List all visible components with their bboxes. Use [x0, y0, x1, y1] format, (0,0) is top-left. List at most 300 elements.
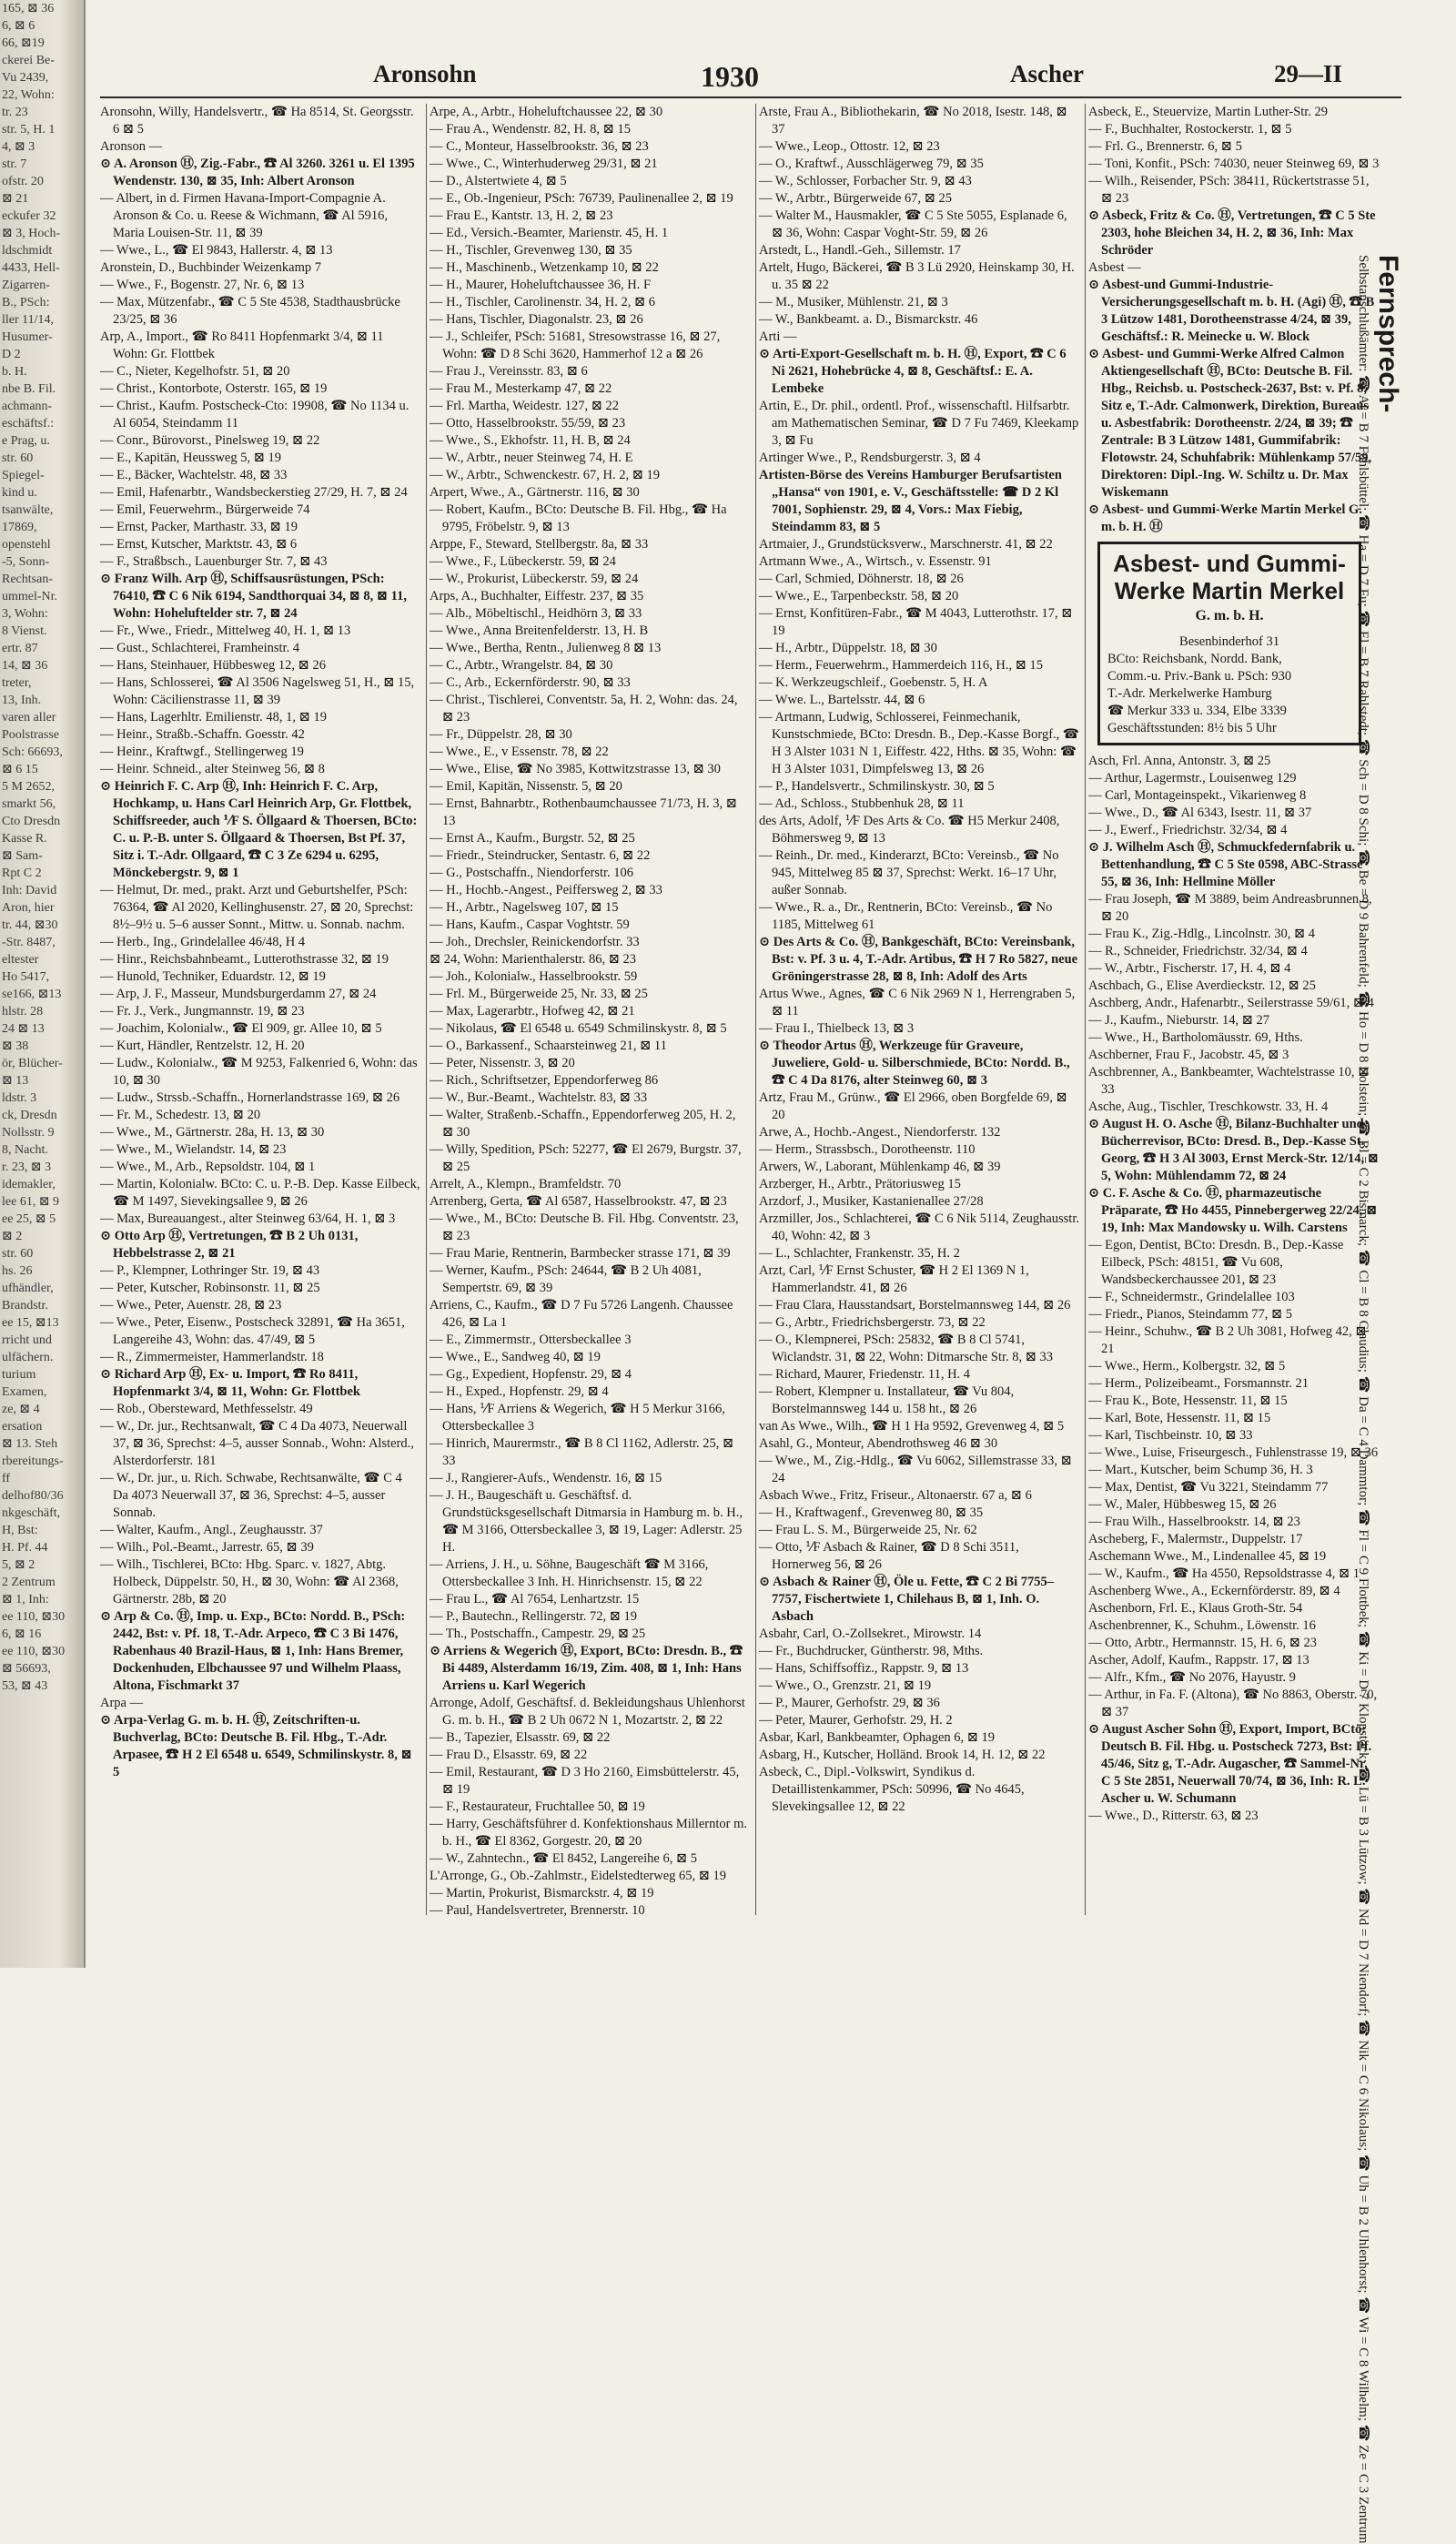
previous-page-fragment: eschäftsf.:	[2, 417, 55, 431]
ad-hours: Geschäftsstunden: 8½ bis 5 Uhr	[1107, 721, 1277, 735]
directory-entry: — O., Kraftwf., Ausschlägerweg 79, ⊠ 35	[759, 157, 984, 171]
directory-entry: — Peter, Kutscher, Robinsonstr. 11, ⊠ 25	[100, 1281, 320, 1295]
previous-page-fragment: e Prag, u.	[2, 434, 50, 448]
directory-entry: Artin, E., Dr. phil., ordentl. Prof., wissenschaftl. Hilfsarbtr. am Mathematischen Seminar, ☎ D 7 Fu 7469, Kleekamp 3, ⊠ Fu	[759, 399, 1079, 448]
previous-page-fragment: 8, Nacht.	[2, 1143, 48, 1157]
directory-entry: — Christ., Kontorbote, Osterstr. 165, ⊠ 19	[100, 381, 328, 396]
directory-entry: — Th., Postschaffn., Campestr. 29, ⊠ 25	[430, 1627, 646, 1641]
ad-bank-line-2: Comm.-u. Priv.-Bank u. PSch: 930	[1107, 669, 1292, 684]
directory-entry: — Fr., Wwe., Friedr., Mittelweg 40, H. 1, ⊠ 13	[100, 623, 351, 638]
directory-entry: — B., Tapezier, Elsasstr. 69, ⊠ 22	[430, 1730, 611, 1745]
directory-entry: Arrelt, A., Klempn., Bramfeldstr. 70	[430, 1177, 622, 1191]
directory-entry: — H., Maurer, Hoheluftchaussee 36, H. F	[430, 278, 652, 292]
directory-entry: — J., Schleifer, PSch: 51681, Stresowstrasse 16, ⊠ 27, Wohn: ☎ D 8 Schi 3620, Hammerhof 12 a ⊠ 26	[430, 329, 721, 361]
previous-page-fragment: ck, Dresdn	[2, 1109, 57, 1122]
previous-page-fragment: str. 60	[2, 451, 34, 465]
directory-entry: — O., Barkassenf., Schaarsteinweg 21, ⊠ 11	[430, 1039, 667, 1053]
previous-page-fragment: ofstr. 20	[2, 175, 44, 188]
directory-entry: — Wwe., D., ☎ Al 6343, Isestr. 11, ⊠ 37	[1088, 806, 1312, 820]
previous-page-fragment: ersation	[2, 1420, 43, 1434]
directory-entry: Arpe, A., Arbtr., Hoheluftchaussee 22, ⊠ 30	[430, 105, 663, 119]
previous-page-fragment: turium	[2, 1368, 36, 1382]
previous-page-fragment: ee 25, ⊠ 5	[2, 1212, 56, 1226]
previous-page-fragment: Vu 2439,	[2, 71, 49, 85]
previous-page-fragment: Cto Dresdn	[2, 815, 61, 828]
firm-listing: ⊙ Asbest-und Gummi-Industrie-Versicherungsgesellschaft m. b. H. (Agi) Ⓗ, ☎ B 3 Lützow 1481, Dorotheenstrasse 4/24, ⊠ 39, Geschäftsf.: R. Meinecke u. W. Block	[1088, 278, 1375, 344]
directory-entry: — W., Arbtr., neuer Steinweg 74, H. E	[430, 451, 633, 465]
directory-entry: des Arts, Adolf, ⅟F Des Arts & Co. ☎ H5 Merkur 2408, Böhmersweg 9, ⊠ 13	[759, 814, 1060, 846]
directory-entry: — Hinrich, Maurermstr., ☎ B 8 Cl 1162, Adlerstr. 25, ⊠ 33	[430, 1436, 734, 1468]
directory-entry: — Wwe., F., Bogenstr. 27, Nr. 6, ⊠ 13	[100, 278, 305, 292]
previous-page-fragment: str. 5, H. 1	[2, 123, 56, 137]
directory-entry: — Wwe., E., Tarpenbeckstr. 58, ⊠ 20	[759, 589, 959, 603]
directory-entry: — Kurt, Händler, Rentzelstr. 12, H. 20	[100, 1039, 305, 1053]
previous-page-fragment: Ho 5417,	[2, 970, 50, 984]
previous-page-fragment: ⊠ Sam-	[2, 849, 43, 863]
previous-page-fragment: delhof80/36	[2, 1489, 64, 1503]
directory-entry: — P., Klempner, Lothringer Str. 19, ⊠ 43	[100, 1263, 320, 1278]
directory-entry: — Walter M., Hausmakler, ☎ C 5 Ste 5055, Esplanade 6, ⊠ 36, Wohn: Caspar Voght-Str. 59, ⊠ 26	[759, 208, 1067, 240]
directory-entry: — Frau Wilh., Hasselbrookstr. 14, ⊠ 23	[1088, 1515, 1300, 1529]
directory-entry: Asbahr, Carl, O.-Zollsekret., Mirowstr. 14	[759, 1627, 982, 1641]
directory-entry: Ascheberg, F., Malermstr., Duppelstr. 17	[1088, 1532, 1303, 1546]
previous-page-fragment: ldstr. 3	[2, 1091, 37, 1105]
previous-page-fragment: 14, ⊠ 36	[2, 659, 48, 673]
directory-entry: Asbach Wwe., Fritz, Friseur., Altonaerstr. 67 a, ⊠ 6	[759, 1488, 1032, 1503]
previous-page-fragment: ee 15, ⊠13	[2, 1316, 59, 1330]
directory-entry: — Toni, Konfit., PSch: 74030, neuer Steinweg 69, ⊠ 3	[1088, 157, 1380, 171]
directory-entry: Asahl, G., Monteur, Abendrothsweg 46 ⊠ 30	[759, 1436, 998, 1451]
previous-page-fragment: tsanwälte,	[2, 503, 54, 517]
previous-page-fragment: 4433, Hell-	[2, 261, 60, 275]
previous-page-fragment: 22, Wohn:	[2, 88, 55, 102]
firm-listing: ⊙ Theodor Artus Ⓗ, Werkzeuge für Graveure, Juweliere, Gold- u. Silberschmiede, BCto: Nordd. B., ☎ C 4 Da 8176, alter Steinweg 60, ⊠ 3	[759, 1039, 1070, 1088]
directory-entry: — Heinr., Schuhw., ☎ B 2 Uh 3081, Hofweg 42, ⊠ 21	[1088, 1324, 1367, 1356]
directory-entry: — Peter, Maurer, Gerhofstr. 29, H. 2	[759, 1713, 953, 1728]
firm-listing: ⊙ Otto Arp Ⓗ, Vertretungen, ☎ B 2 Uh 0131, Hebbelstrasse 2, ⊠ 21	[100, 1229, 359, 1261]
directory-entry: — E., Kapitän, Heussweg 5, ⊠ 19	[100, 451, 282, 465]
previous-page-fragment: ⊠ 56693,	[2, 1662, 51, 1676]
previous-page-fragment: Nollsstr. 9	[2, 1126, 55, 1140]
directory-entry: — Christ., Tischlerei, Conventstr. 5a, H. 2, Wohn: das. 24, ⊠ 23	[430, 693, 738, 725]
directory-entry: — G., Arbtr., Friedrichsbergerstr. 73, ⊠ 22	[759, 1315, 986, 1330]
directory-entry: — Max, Lagerarbtr., Hofweg 42, ⊠ 21	[430, 1004, 635, 1019]
previous-page-fragment: ertr. 87	[2, 642, 38, 655]
directory-entry: Ascher, Adolf, Kaufm., Rappstr. 17, ⊠ 13	[1088, 1653, 1309, 1667]
directory-entry: — Wwe., Luise, Friseurgesch., Fuhlenstrasse 19, ⊠ 36	[1088, 1445, 1379, 1460]
directory-entry: — H., Arbtr., Düppelstr. 18, ⊠ 30	[759, 641, 937, 655]
directory-entry: — Wwe., O., Grenzstr. 21, ⊠ 19	[759, 1678, 932, 1693]
directory-entry: — Helmut, Dr. med., prakt. Arzt und Geburtshelfer, PSch: 76364, ☎ Al 2020, Kellinghusenstr. 27, ⊠ 20, Sprechst: 8½–9½ u. 5–6 ausser Sonnt., Mittw. u. Sonnab. nachm.	[100, 883, 414, 932]
directory-entry: — H., Exped., Hopfenstr. 29, ⊠ 4	[430, 1384, 609, 1399]
firm-listing: ⊙ Arriens & Wegerich Ⓗ, Export, BCto: Dresdn. B., ☎ Bi 4489, Alsterdamm 16/19, Zim. 408, ⊠ 1, Inh: Hans Arriens u. Karl Wegerich	[430, 1644, 743, 1693]
directory-entry: — Martin, Prokurist, Bismarckstr. 4, ⊠ 19	[430, 1886, 654, 1900]
directory-entry: — Joh., Kolonialw., Hasselbrookstr. 59	[430, 969, 638, 984]
directory-entry: — Otto, Hasselbrookstr. 55/59, ⊠ 23	[430, 416, 626, 431]
previous-page-fragment: ⊠ 1, Inh:	[2, 1593, 49, 1606]
directory-entry: Aronsohn, Willy, Handelsvertr., ☎ Ha 8514, St. Georgsstr. 6 ⊠ 5	[100, 105, 414, 137]
directory-entry: — Artmann, Ludwig, Schlosserei, Feinmechanik, Kunstschmiede, BCto: Dresdn. B., Dep.-Kasse Borgf., ☎ H 3 Alster 1031 N 1, Eiffestr. 422, Hths. ⊠ 35, Wohn: ☎ H 3 Alster 1031, Dimpfelsweg 13, ⊠ 26	[759, 710, 1079, 776]
directory-entry: — Joh., Drechsler, Reinickendorfstr. 33	[430, 935, 640, 949]
directory-entry: — W., Arbtr., Schwenckestr. 67, H. 2, ⊠ 19	[430, 468, 660, 482]
previous-page-edge	[0, 0, 86, 1968]
previous-page-fragment: ⊠ 13	[2, 1074, 29, 1088]
firm-listing: ⊙ August H. O. Asche Ⓗ, Bilanz-Buchhalter und Bücherrevisor, BCto: Dresd. B., Dep.-Kasse St. Georg, ☎ H 3 Al 3003, Ernst Merck-Str. 12/14, ⊠ 5, Wohn: Mühlendamm 72, ⊠ 24	[1088, 1117, 1379, 1183]
previous-page-fragment: Rpt C 2	[2, 867, 42, 880]
directory-entry: — Frl. Martha, Weidestr. 127, ⊠ 22	[430, 399, 620, 413]
previous-page-fragment: 24 ⊠ 13	[2, 1022, 45, 1036]
directory-entry: — Emil, Hafenarbtr., Wandsbeckerstieg 27/29, H. 7, ⊠ 24	[100, 485, 408, 500]
firm-listing: ⊙ A. Aronson Ⓗ, Zig.-Fabr., ☎ Al 3260. 3261 u. El 1395 Wendenstr. 130, ⊠ 35, Inh: Albert Aronson	[100, 157, 415, 188]
directory-column-3	[759, 104, 1079, 1816]
directory-entry: Artmann Wwe., A., Wirtsch., v. Essenstr. 91	[759, 554, 992, 569]
previous-page-fragment: ee 110, ⊠30	[2, 1645, 66, 1658]
firm-listing: ⊙ Franz Wilh. Arp Ⓗ, Schiffsausrüstungen, PSch: 76410, ☎ C 6 Nik 6194, Sandthorquai 34, ⊠ 8, ⊠ 11, Wohn: Hoheluftelder str. 7, ⊠ 24	[100, 572, 407, 621]
ad-title-line-2: Werke Martin Merkel	[1114, 577, 1345, 604]
directory-entry: — Friedr., Pianos, Steindamm 77, ⊠ 5	[1088, 1307, 1293, 1322]
directory-entry: — Hunold, Techniker, Eduardstr. 12, ⊠ 19	[100, 969, 326, 984]
column-divider	[1085, 104, 1086, 1915]
firm-listing: ⊙ Asbest- und Gummi-Werke Martin Merkel G. m. b. H. Ⓗ	[1088, 502, 1362, 534]
side-margin-strip	[1330, 255, 1403, 2544]
directory-entry: — Carl, Montageinspekt., Vikarienweg 8	[1088, 788, 1307, 803]
previous-page-fragment: str. 7	[2, 157, 27, 171]
previous-page-fragment: H. Pf. 44	[2, 1541, 48, 1555]
directory-entry: — E., Ob.-Ingenieur, PSch: 76739, Paulinenallee 2, ⊠ 19	[430, 191, 733, 206]
firm-listing: ⊙ Asbach & Rainer Ⓗ, Öle u. Fette, ☎ C 2 Bi 7755–7757, Fischertwiete 1, Chilehaus B, ⊠ 1, Inh. O. Asbach	[759, 1575, 1055, 1624]
previous-page-fragment: 165, ⊠ 36	[2, 2, 55, 15]
directory-entry: — W., Bankbeamt. a. D., Bismarckstr. 46	[759, 312, 978, 327]
directory-entry: — Wwe., Peter, Eisenw., Postscheck 32891, ☎ Ha 3651, Langereihe 43, Wohn: das. 47/49, ⊠ 5	[100, 1315, 405, 1347]
directory-entry: L'Arronge, G., Ob.-Zahlmstr., Eidelstedterweg 65, ⊠ 19	[430, 1869, 727, 1883]
directory-entry: — Wilh., Pol.-Beamt., Jarrestr. 65, ⊠ 39	[100, 1540, 314, 1555]
directory-entry: — Frl. M., Bürgerweide 25, Nr. 33, ⊠ 25	[430, 987, 648, 1001]
directory-entry: — Paul, Handelsvertreter, Brennerstr. 10	[430, 1903, 645, 1918]
directory-entry: — Hans, Schlosserei, ☎ Al 3506 Nagelsweg 51, H., ⊠ 15, Wohn: Cäcilienstrasse 11, ⊠ 39	[100, 675, 415, 707]
directory-entry: — Heinr., Straßb.-Schaffn. Goesstr. 42	[100, 727, 305, 742]
directory-entry: — Ernst A., Kaufm., Burgstr. 52, ⊠ 25	[430, 831, 635, 846]
directory-column-1	[100, 104, 420, 1781]
directory-entry: — Ed., Versich.-Beamter, Marienstr. 45, H. 1	[430, 226, 669, 240]
directory-entry: — Fr., Düppelstr. 28, ⊠ 30	[430, 727, 572, 742]
directory-entry: Asbar, Karl, Bankbeamter, Ophagen 6, ⊠ 19	[759, 1730, 996, 1745]
directory-entry: — Frau Marie, Rentnerin, Barmbecker strasse 171, ⊠ 39	[430, 1246, 731, 1261]
firm-listing: ⊙ Heinrich F. C. Arp Ⓗ, Inh: Heinrich F. C. Arp, Hochkamp, u. Hans Carl Heinrich Arp, Gr. Flottbek, Schiffsreeder, auch ⅟F S. Öllgaard & Thoersen, BCto: C. u. P.-B. unter S. Öllgaard & Thoersen, Bst Pf. 37, Sitz i. T.-Adr. Ollgaard, ☎ C 3 Ze 6294 u. 6295, Mönckebergstr. 9, ⊠ 1	[100, 779, 418, 880]
directory-entry: — Wwe., E., v Essenstr. 78, ⊠ 22	[430, 745, 609, 759]
directory-entry: Aschbrenner, A., Bankbeamter, Wachtelstrasse 10, ⊠ 33	[1088, 1065, 1370, 1097]
directory-entry: van As Wwe., Wilh., ☎ H 1 Ha 9592, Grevenweg 4, ⊠ 5	[759, 1419, 1065, 1434]
directory-entry: — Robert, Kaufm., BCto: Deutsche B. Fil. Hbg., ☎ Ha 9795, Fröbelstr. 9, ⊠ 13	[430, 502, 727, 534]
previous-page-fragment: Brandstr.	[2, 1299, 48, 1313]
previous-page-fragment: rbereitungs-	[2, 1454, 64, 1468]
directory-entry: — Wwe., E., Sandweg 40, ⊠ 19	[430, 1350, 601, 1364]
directory-entry: — Frau L., ☎ Al 7654, Lenhartzstr. 15	[430, 1592, 640, 1606]
directory-entry: — W., Arbtr., Bürgerweide 67, ⊠ 25	[759, 191, 953, 206]
directory-entry: — Wilh., Reisender, PSch: 38411, Rückertstrasse 51, ⊠ 23	[1088, 174, 1370, 206]
previous-page-fragment: Spiegel-	[2, 469, 45, 482]
directory-entry: — W., Dr. jur., Rechtsanwalt, ☎ C 4 Da 4073, Neuerwall 37, ⊠ 36, Sprechst: 4–5, ausser Sonnab., Wohn: Alsterd., Alsterdorferstr. 181	[100, 1419, 414, 1468]
directory-entry: — Frau J., Vereinsstr. 83, ⊠ 6	[430, 364, 588, 379]
previous-page-fragment: Inh: David	[2, 884, 57, 897]
directory-entry: Aschberg, Andr., Hafenarbtr., Seilerstrasse 59/61, ⊠ 4	[1088, 996, 1374, 1010]
directory-entry: — Karl, Bote, Hessenstr. 11, ⊠ 15	[1088, 1411, 1271, 1425]
directory-entry: Aschberner, Frau F., Jacobstr. 45, ⊠ 3	[1088, 1048, 1289, 1062]
directory-entry: — Wwe., M., Zig.-Hdlg., ☎ Vu 6062, Sillemstrasse 33, ⊠ 24	[759, 1454, 1072, 1485]
directory-entry: — Frau A., Wendenstr. 82, H. 8, ⊠ 15	[430, 122, 631, 137]
previous-page-fragment: varen aller	[2, 711, 56, 725]
previous-page-fragment: 17869,	[2, 521, 37, 534]
directory-entry: — Harry, Geschäftsführer d. Konfektionshaus Millerntor m. b. H., ☎ El 8362, Gorgestr. 20, ⊠ 20	[430, 1817, 747, 1849]
directory-entry: — P., Bautechn., Rellingerstr. 72, ⊠ 19	[430, 1609, 638, 1624]
directory-entry: — W., Dr. jur., u. Rich. Schwabe, Rechtsanwälte, ☎ C 4 Da 4073 Neuerwall 37, ⊠ 36, Sprechst: 4–5, ausser Sonnab.	[100, 1471, 402, 1520]
directory-entry: — Wilh., Tischlerei, BCto: Hbg. Sparc. v. 1827, Abtg. Holbeck, Düppelstr. 50, H., ⊠ 30, Wohn: ☎ Al 2368, Gärtnerstr. 28b, ⊠ 20	[100, 1557, 399, 1606]
previous-page-fragment: str. 60	[2, 1247, 34, 1261]
directory-entry: — C., Nieter, Kegelhofstr. 51, ⊠ 20	[100, 364, 290, 379]
column-divider	[426, 104, 427, 1915]
directory-entry: — Walter, Kaufm., Angl., Zeughausstr. 37	[100, 1523, 323, 1537]
directory-entry: — Wwe., F., Lübeckerstr. 59, ⊠ 24	[430, 554, 616, 569]
directory-entry: — Max, Bureauangest., alter Steinweg 63/64, H. 1, ⊠ 3	[100, 1211, 396, 1226]
previous-page-fragment: ckerei Be-	[2, 54, 55, 67]
directory-entry: — Wwe., R. a., Dr., Rentnerin, BCto: Vereinsb., ☎ No 1185, Mittelweg 61	[759, 900, 1053, 932]
previous-page-fragment: 3, Wohn:	[2, 607, 48, 621]
previous-page-fragment: ufhändler,	[2, 1282, 54, 1295]
previous-page-fragment: ee 110, ⊠30	[2, 1610, 66, 1624]
directory-entry: — Frau K., Bote, Hessenstr. 11, ⊠ 15	[1088, 1394, 1288, 1408]
directory-entry: Aronson —	[100, 139, 163, 154]
directory-entry: Arstedt, L., Handl.-Geh., Sillemstr. 17	[759, 243, 961, 258]
directory-entry: — Gg., Expedient, Hopfenstr. 29, ⊠ 4	[430, 1367, 632, 1382]
ad-bank-line-1: BCto: Reichsbank, Nordd. Bank,	[1107, 652, 1282, 666]
side-strip-title: Fernsprech-	[1373, 255, 1403, 413]
previous-page-fragment: 5, ⊠ 2	[2, 1558, 35, 1572]
directory-entry: — Wwe., S., Ekhofstr. 11, H. B, ⊠ 24	[430, 433, 631, 448]
directory-entry: — F., Buchhalter, Rostockerstr. 1, ⊠ 5	[1088, 122, 1292, 137]
directory-entry: Arps, A., Buchhalter, Eiffestr. 237, ⊠ 35	[430, 589, 644, 603]
directory-entry: — Ernst, Konfitüren-Fabr., ☎ M 4043, Lutterothstr. 17, ⊠ 19	[759, 606, 1073, 638]
directory-entry: — Ludw., Kolonialw., ☎ M 9253, Falkenried 6, Wohn: das 10, ⊠ 30	[100, 1056, 418, 1088]
directory-entry: — Heinr. Schneid., alter Steinweg 56, ⊠ 8	[100, 762, 325, 776]
directory-entry: — Emil, Restaurant, ☎ D 3 Ho 2160, Eimsbüttelerstr. 45, ⊠ 19	[430, 1765, 740, 1797]
previous-page-fragment: ⊠ 21	[2, 192, 29, 206]
directory-entry: — Frau L. S. M., Bürgerweide 25, Nr. 62	[759, 1523, 977, 1537]
directory-entry: — Wwe., Leop., Ottostr. 12, ⊠ 23	[759, 139, 940, 154]
firm-listing: ⊙ Arpa-Verlag G. m. b. H. Ⓗ, Zeitschriften-u. Buchverlag, BCto: Deutsche B. Fil. Hbg., T.-Adr. Arpasee, ☎ H 2 El 6548 u. 6549, Schmilinskystr. 8, ⊠ 5	[100, 1713, 412, 1779]
page-header	[100, 56, 1401, 98]
directory-entry: — H., Hochb.-Angest., Peiffersweg 2, ⊠ 33	[430, 883, 662, 897]
previous-page-fragment: nkgeschäft,	[2, 1506, 61, 1520]
directory-entry: — Emil, Feuerwehrm., Bürgerweide 74	[100, 502, 310, 517]
directory-entry: — Frau Joseph, ☎ M 3889, beim Andreasbrunnen 8, ⊠ 20	[1088, 892, 1372, 924]
previous-page-fragment: 4, ⊠ 3	[2, 140, 35, 154]
directory-entry: — Conr., Bürovorst., Pinelsweg 19, ⊠ 22	[100, 433, 320, 448]
directory-entry: — Wwe. L., Bartelsstr. 44, ⊠ 6	[759, 693, 925, 707]
directory-entry: — Mart., Kutscher, beim Schump 36, H. 3	[1088, 1463, 1313, 1477]
directory-column-2	[430, 104, 750, 1920]
directory-entry: — Rob., Obersteward, Methfesselstr. 49	[100, 1402, 313, 1416]
directory-entry: — Willy, Spedition, PSch: 52277, ☎ El 2679, Burgstr. 37, ⊠ 25	[430, 1142, 742, 1174]
header-page-number: 29—II	[1274, 60, 1343, 87]
directory-entry: Aschemann Wwe., M., Lindenallee 45, ⊠ 19	[1088, 1549, 1327, 1564]
directory-entry: — Max, Dentist, ☎ Vu 3221, Steindamm 77	[1088, 1480, 1329, 1495]
directory-entry: — Frau E., Kantstr. 13, H. 2, ⊠ 23	[430, 208, 613, 223]
ad-phone: ☎ Merkur 333 u. 334, Elbe 3339	[1107, 704, 1287, 718]
firm-listing: Artisten-Börse des Vereins Hamburger Berufsartisten „Hansa“ von 1901, e. V., Geschäftsstelle: ☎ D 2 Kl 7001, Sophienstr. 29, ⊠ 4, Vors.: Max Fiebig, Steindamm 83, ⊠ 5	[759, 468, 1062, 534]
directory-entry: Arzberger, H., Arbtr., Prätoriusweg 15	[759, 1177, 961, 1191]
directory-entry: — H., Maschinenb., Wetzenkamp 10, ⊠ 22	[430, 260, 659, 275]
side-strip-text: Selbstanschlußämter: ☎ Al = B 7 Fuhlsbüttel; ☎ Ha = D 7 Fu; ☎ El = B 7 Rahlstedt; ☎ Sch = D 8 Schi; ☎ Be = D 9 Bahrenfeld; ☎ Ho = D 8 Holstein; ☎ Bl = C 2 Bismarck; ☎ Cl = B 8 Claudius; ☎ Da = C 4 Dammtor; ☎ Fl = C 9 Flottbek; ☎ Ki = D 7 Klopstock; ☎ Lü = B 3 Lützow; ☎ Nd = D 7 Niendorf; ☎ Nik = C 6 Nikolaus; ☎ Uh = B 2 Uhlenhorst; ☎ Wi = C 8 Wilhelm; ☎ Ze = C 3 Zentrum	[1356, 255, 1370, 2544]
previous-page-fragment: -Str. 8487,	[2, 936, 56, 949]
previous-page-fragment: 2 Zentrum	[2, 1576, 56, 1589]
directory-entry: — Nikolaus, ☎ El 6548 u. 6549 Schmilinskystr. 8, ⊠ 5	[430, 1021, 727, 1036]
directory-entry: — Martin, Kolonialw. BCto: C. u. P.-B. Dep. Kasse Eilbeck, ☎ M 1497, Sievekingsallee 9, ⊠ 26	[100, 1177, 420, 1209]
directory-entry: — Ad., Schloss., Stubbenhuk 28, ⊠ 11	[759, 796, 965, 811]
directory-entry: — Walter, Straßenb.-Schaffn., Eppendorferweg 205, H. 2, ⊠ 30	[430, 1108, 736, 1140]
firm-listing: ⊙ J. Wilhelm Asch Ⓗ, Schmuckfedernfabrik u. Bettenhandlung, ☎ C 5 Ste 0598, ABC-Strasse 55, ⊠ 36, Inh: Hellmine Möller	[1088, 840, 1363, 889]
previous-page-fragment: ummel-Nr.	[2, 590, 58, 603]
directory-entry: Arpa —	[100, 1696, 144, 1710]
directory-entry: — P., Handelsvertr., Schmilinskystr. 30, ⊠ 5	[759, 779, 995, 794]
directory-entry: Arzt, Carl, ⅟F Ernst Schuster, ☎ H 2 El 1369 N 1, Hammerlandstr. 41, ⊠ 26	[759, 1263, 1029, 1295]
directory-entry: — Frau M., Mesterkamp 47, ⊠ 22	[430, 381, 612, 396]
ad-address: Besenbinderhof 31	[1179, 634, 1279, 649]
directory-entry: — Christ., Kaufm. Postscheck-Cto: 19908, ☎ No 1134 u. Al 6054, Steindamm 11	[100, 399, 410, 431]
directory-entry: — Wwe., D., Ritterstr. 63, ⊠ 23	[1088, 1809, 1259, 1823]
directory-entry: — Wwe., M., Gärtnerstr. 28a, H. 13, ⊠ 30	[100, 1125, 325, 1140]
advertisement-box	[1097, 542, 1361, 745]
previous-page-fragment: rricht und	[2, 1333, 52, 1347]
previous-page-fragment: hlstr. 28	[2, 1005, 44, 1019]
directory-entry: — Wwe., Peter, Auenstr. 28, ⊠ 23	[100, 1298, 282, 1313]
directory-entry: Arzmiller, Jos., Schlachterei, ☎ C 6 Nik 5114, Zeughausstr. 40, Wohn: 42, ⊠ 3	[759, 1211, 1079, 1243]
firm-listing: ⊙ Arp & Co. Ⓗ, Imp. u. Exp., BCto: Nordd. B., PSch: 2442, Bst: v. Pf. 18, T.-Adr. Arpeco, ☎ C 3 Bi 1476, Rabenhaus 40 Brazil-Haus, ⊠ 1, Inh: Hans Bremer, Dockenhuden, Elbchaussee 97 und Wilhelm Plaass, Altona, Fischmarkt 37	[100, 1609, 406, 1693]
directory-entry: — H., Tischler, Grevenweg 130, ⊠ 35	[430, 243, 632, 258]
previous-page-fragment: B., PSch:	[2, 296, 50, 309]
directory-entry: Arste, Frau A., Bibliothekarin, ☎ No 2018, Isestr. 148, ⊠ 37	[759, 105, 1067, 137]
directory-entry: — Hans, Tischler, Diagonalstr. 23, ⊠ 26	[430, 312, 643, 327]
previous-page-fragment: ller 11/14,	[2, 313, 55, 327]
directory-entry: — Wwe., L., ☎ El 9843, Hallerstr. 4, ⊠ 13	[100, 243, 333, 258]
directory-entry: — Arp, J. F., Masseur, Mundsburgerdamm 27, ⊠ 24	[100, 987, 377, 1001]
directory-entry: — Otto, ⅟F Asbach & Rainer, ☎ D 8 Schi 3511, Hornerweg 56, ⊠ 26	[759, 1540, 1019, 1572]
directory-entry: — R., Schneider, Friedrichstr. 32/34, ⊠ 4	[1088, 944, 1308, 958]
directory-entry: Arp, A., Import., ☎ Ro 8411 Hopfenmarkt 3/4, ⊠ 11 Wohn: Gr. Flottbek	[100, 329, 384, 361]
directory-entry: — Frau D., Elsasstr. 69, ⊠ 22	[430, 1748, 588, 1762]
directory-page	[100, 36, 1401, 1957]
directory-entry: — L., Schlachter, Frankenstr. 35, H. 2	[759, 1246, 960, 1261]
directory-entry: — Wwe., Bertha, Rentn., Julienweg 8 ⊠ 13	[430, 641, 662, 655]
directory-entry: — Joachim, Kolonialw., ☎ El 909, gr. Allee 10, ⊠ 5	[100, 1021, 382, 1036]
previous-page-fragment: tr. 23	[2, 106, 28, 119]
directory-entry: Arwe, A., Hochb.-Angest., Niendorferstr. 132	[759, 1125, 1001, 1140]
previous-page-fragment: kind u.	[2, 486, 37, 500]
directory-entry: — M., Musiker, Mühlenstr. 21, ⊠ 3	[759, 295, 948, 309]
directory-entry: — Hans, ⅟F Arriens & Wegerich, ☎ H 5 Merkur 3166, Ottersbeckallee 3	[430, 1402, 725, 1434]
directory-entry: — Arthur, Lagermstr., Louisenweg 129	[1088, 771, 1297, 785]
previous-page-fragment: ⊠ 3, Hoch-	[2, 227, 61, 240]
directory-entry: — Peter, Nissenstr. 3, ⊠ 20	[430, 1056, 575, 1070]
directory-entry: — C., Monteur, Hasselbrookstr. 36, ⊠ 23	[430, 139, 649, 154]
directory-entry: — H., Arbtr., Nagelsweg 107, ⊠ 15	[430, 900, 619, 915]
previous-page-fragment: Sch: 66693,	[2, 745, 63, 759]
directory-entry: — W., Kaufm., ☎ Ha 4550, Repsoldstrasse 4, ⊠ 1	[1088, 1566, 1360, 1581]
directory-entry: Arwers, W., Laborant, Mühlenkamp 46, ⊠ 39	[759, 1160, 1001, 1174]
directory-entry: — Fr. J., Verk., Jungmannstr. 19, ⊠ 23	[100, 1004, 305, 1019]
directory-entry: — Heinr., Kraftwgf., Stellingerweg 19	[100, 745, 304, 759]
firm-listing: ⊙ Des Arts & Co. Ⓗ, Bankgeschäft, BCto: Vereinsbank, Bst: v. Pf. 3 u. 4, T.-Adr. Artibus, ☎ H 7 Ro 5827, neue Gröningerstrasse 28, ⊠ 8, Inh: Adolf des Arts	[759, 935, 1078, 984]
directory-entry: — E., Zimmermstr., Ottersbeckallee 3	[430, 1333, 632, 1347]
directory-entry: — P., Maurer, Gerhofstr. 29, ⊠ 36	[759, 1696, 940, 1710]
column-divider	[755, 104, 756, 1915]
directory-entry: — Wwe., M., Arb., Repsoldstr. 104, ⊠ 1	[100, 1160, 316, 1174]
directory-entry: — Hinr., Reichsbahnbeamt., Lutterothstrasse 32, ⊠ 19	[100, 952, 389, 967]
directory-entry: — Karl, Tischbeinstr. 10, ⊠ 33	[1088, 1428, 1253, 1443]
directory-entry: — Fr. M., Schedestr. 13, ⊠ 20	[100, 1108, 261, 1122]
directory-entry: — Hans, Lagerhltr. Emilienstr. 48, 1, ⊠ 19	[100, 710, 327, 725]
previous-page-fragment: ldschmidt	[2, 244, 53, 258]
directory-entry: Asbeck, C., Dipl.-Volkswirt, Syndikus d. Detaillistenkammer, PSch: 50996, ☎ No 4645, Slevekingsallee 12, ⊠ 22	[759, 1765, 1025, 1814]
directory-entry: — J., Ewerf., Friedrichstr. 32/34, ⊠ 4	[1088, 823, 1288, 837]
directory-entry: — Hans, Kaufm., Caspar Voghtstr. 59	[430, 917, 630, 932]
previous-page-fragment: ⊠ 6 15	[2, 763, 38, 776]
directory-entry: — Wwe., M., Wielandstr. 14, ⊠ 23	[100, 1142, 287, 1157]
previous-page-fragment: ff	[2, 1472, 11, 1485]
directory-entry: — R., Zimmermeister, Hammerlandstr. 18	[100, 1350, 324, 1364]
firm-listing: ⊙ Arti-Export-Gesellschaft m. b. H. Ⓗ, Export, ☎ C 6 Ni 2621, Hohebrücke 4, ⊠ 8, Geschäftsf.: E. A. Lembeke	[759, 347, 1067, 396]
previous-page-fragment: ⊠ 38	[2, 1039, 29, 1053]
directory-entry: — Herm., Feuerwehrm., Hammerdeich 116, H., ⊠ 15	[759, 658, 1044, 673]
directory-entry: Artelt, Hugo, Bäckerei, ☎ B 3 Lü 2920, Heinskamp 30, H. u. 35 ⊠ 22	[759, 260, 1075, 292]
previous-page-fragment: ör, Blücher-	[2, 1057, 63, 1070]
firm-listing: ⊙ August Ascher Sohn Ⓗ, Export, Import, BCto: Deutsch B. Fil. Hbg. u. Postscheck 7273, Bst: Pf. 45/46, Sitz g, T.-Adr. Augascher, ☎ Sammel-Nr. C 5 Ste 2851, Neuerwall 70/74, ⊠ 36, Inh: R. L. Ascher u. W. Schumann	[1088, 1722, 1372, 1806]
directory-entry: — Gust., Schlachterei, Framheinstr. 4	[100, 641, 300, 655]
directory-entry: — F., Schneidermstr., Grindelallee 103	[1088, 1290, 1295, 1304]
previous-page-fragment: Aron, hier	[2, 901, 55, 915]
directory-entry: — J., Rangierer-Aufs., Wendenstr. 16, ⊠ 15	[430, 1471, 662, 1485]
directory-entry: — Rich., Schriftsetzer, Eppendorferweg 86	[430, 1073, 659, 1088]
directory-entry: Arriens, C., Kaufm., ☎ D 7 Fu 5726 Langenh. Chaussee 426, ⊠ La 1	[430, 1298, 733, 1330]
firm-listing: ⊙ C. F. Asche & Co. Ⓗ, pharmazeutische Präparate, ☎ Ho 4455, Pinnebergerweg 22/24, ⊠ 19, Inh: Max Mandowsky u. Wilh. Carstens	[1088, 1186, 1378, 1235]
directory-entry: — D., Alstertwiete 4, ⊠ 5	[430, 174, 567, 188]
directory-entry: — Wwe., Elise, ☎ No 3985, Kottwitzstrasse 13, ⊠ 30	[430, 762, 721, 776]
header-first-name: Aronsohn	[373, 60, 477, 87]
directory-entry: — K. Werkzeugschleif., Goebenstr. 5, H. A	[759, 675, 988, 690]
directory-entry: Arpert, Wwe., A., Gärtnerstr. 116, ⊠ 30	[430, 485, 640, 500]
directory-entry: — W., Schlosser, Forbacher Str. 9, ⊠ 43	[759, 174, 972, 188]
directory-entry: — Arriens, J. H., u. Söhne, Baugeschäft ☎ M 3166, Ottersbeckallee 3 Inh. H. Hinrichsenstr. 15, ⊠ 22	[430, 1557, 709, 1589]
previous-page-fragment: 5 M 2652,	[2, 780, 55, 794]
directory-entry: Arrenberg, Gerta, ☎ Al 6587, Hasselbrookstr. 47, ⊠ 23	[430, 1194, 727, 1209]
directory-entry: Asbarg, H., Kutscher, Holländ. Brook 14, H. 12, ⊠ 22	[759, 1748, 1046, 1762]
directory-entry: Asbest —	[1088, 260, 1141, 275]
firm-listing: ⊙ Asbeck, Fritz & Co. Ⓗ, Vertretungen, ☎ C 5 Ste 2303, hohe Bleichen 34, H. 2, ⊠ 36, Inh: Max Schröder	[1088, 208, 1376, 258]
directory-entry: — Frau K., Zig.-Hdlg., Lincolnstr. 30, ⊠ 4	[1088, 927, 1315, 941]
directory-entry: — Otto, Arbtr., Hermannstr. 15, H. 6, ⊠ 23	[1088, 1636, 1317, 1650]
directory-entry: — Carl, Schmied, Döhnerstr. 18, ⊠ 26	[759, 572, 964, 586]
previous-page-fragment: eltester	[2, 953, 39, 967]
ad-subtitle: G. m. b. H.	[1195, 608, 1264, 623]
directory-entry: Arppe, F., Steward, Stellbergstr. 8a, ⊠ 33	[430, 537, 649, 552]
directory-entry: — E., Bäcker, Wachtelstr. 48, ⊠ 33	[100, 468, 288, 482]
directory-entry: — Wwe., M., BCto: Deutsche B. Fil. Hbg. Conventstr. 23, ⊠ 23	[430, 1211, 739, 1243]
directory-entry: — Reinh., Dr. med., Kinderarzt, BCto: Vereinsb., ☎ No 945, Mittelweg 85 ⊠ 37, Sprechst: Werkt. 16–17 Uhr, außer Sonnab.	[759, 848, 1059, 897]
directory-entry: — Alb., Möbeltischl., Heidhörn 3, ⊠ 33	[430, 606, 642, 621]
previous-page-fragment: hs. 26	[2, 1264, 33, 1278]
directory-entry: — J. H., Baugeschäft u. Geschäftsf. d. Grundstücksgesellschaft Ditmarsia in Hamburg m. b. H., ☎ M 3166, Ottersbeckallee 3, ⊠ 19, Lager: Adlerstr. 25 H.	[430, 1488, 743, 1555]
previous-page-fragment: Zigarren-	[2, 279, 50, 292]
previous-page-fragment: ⊠ 2	[2, 1230, 23, 1243]
previous-page-fragment: ⊠ 13. Steh	[2, 1437, 58, 1451]
